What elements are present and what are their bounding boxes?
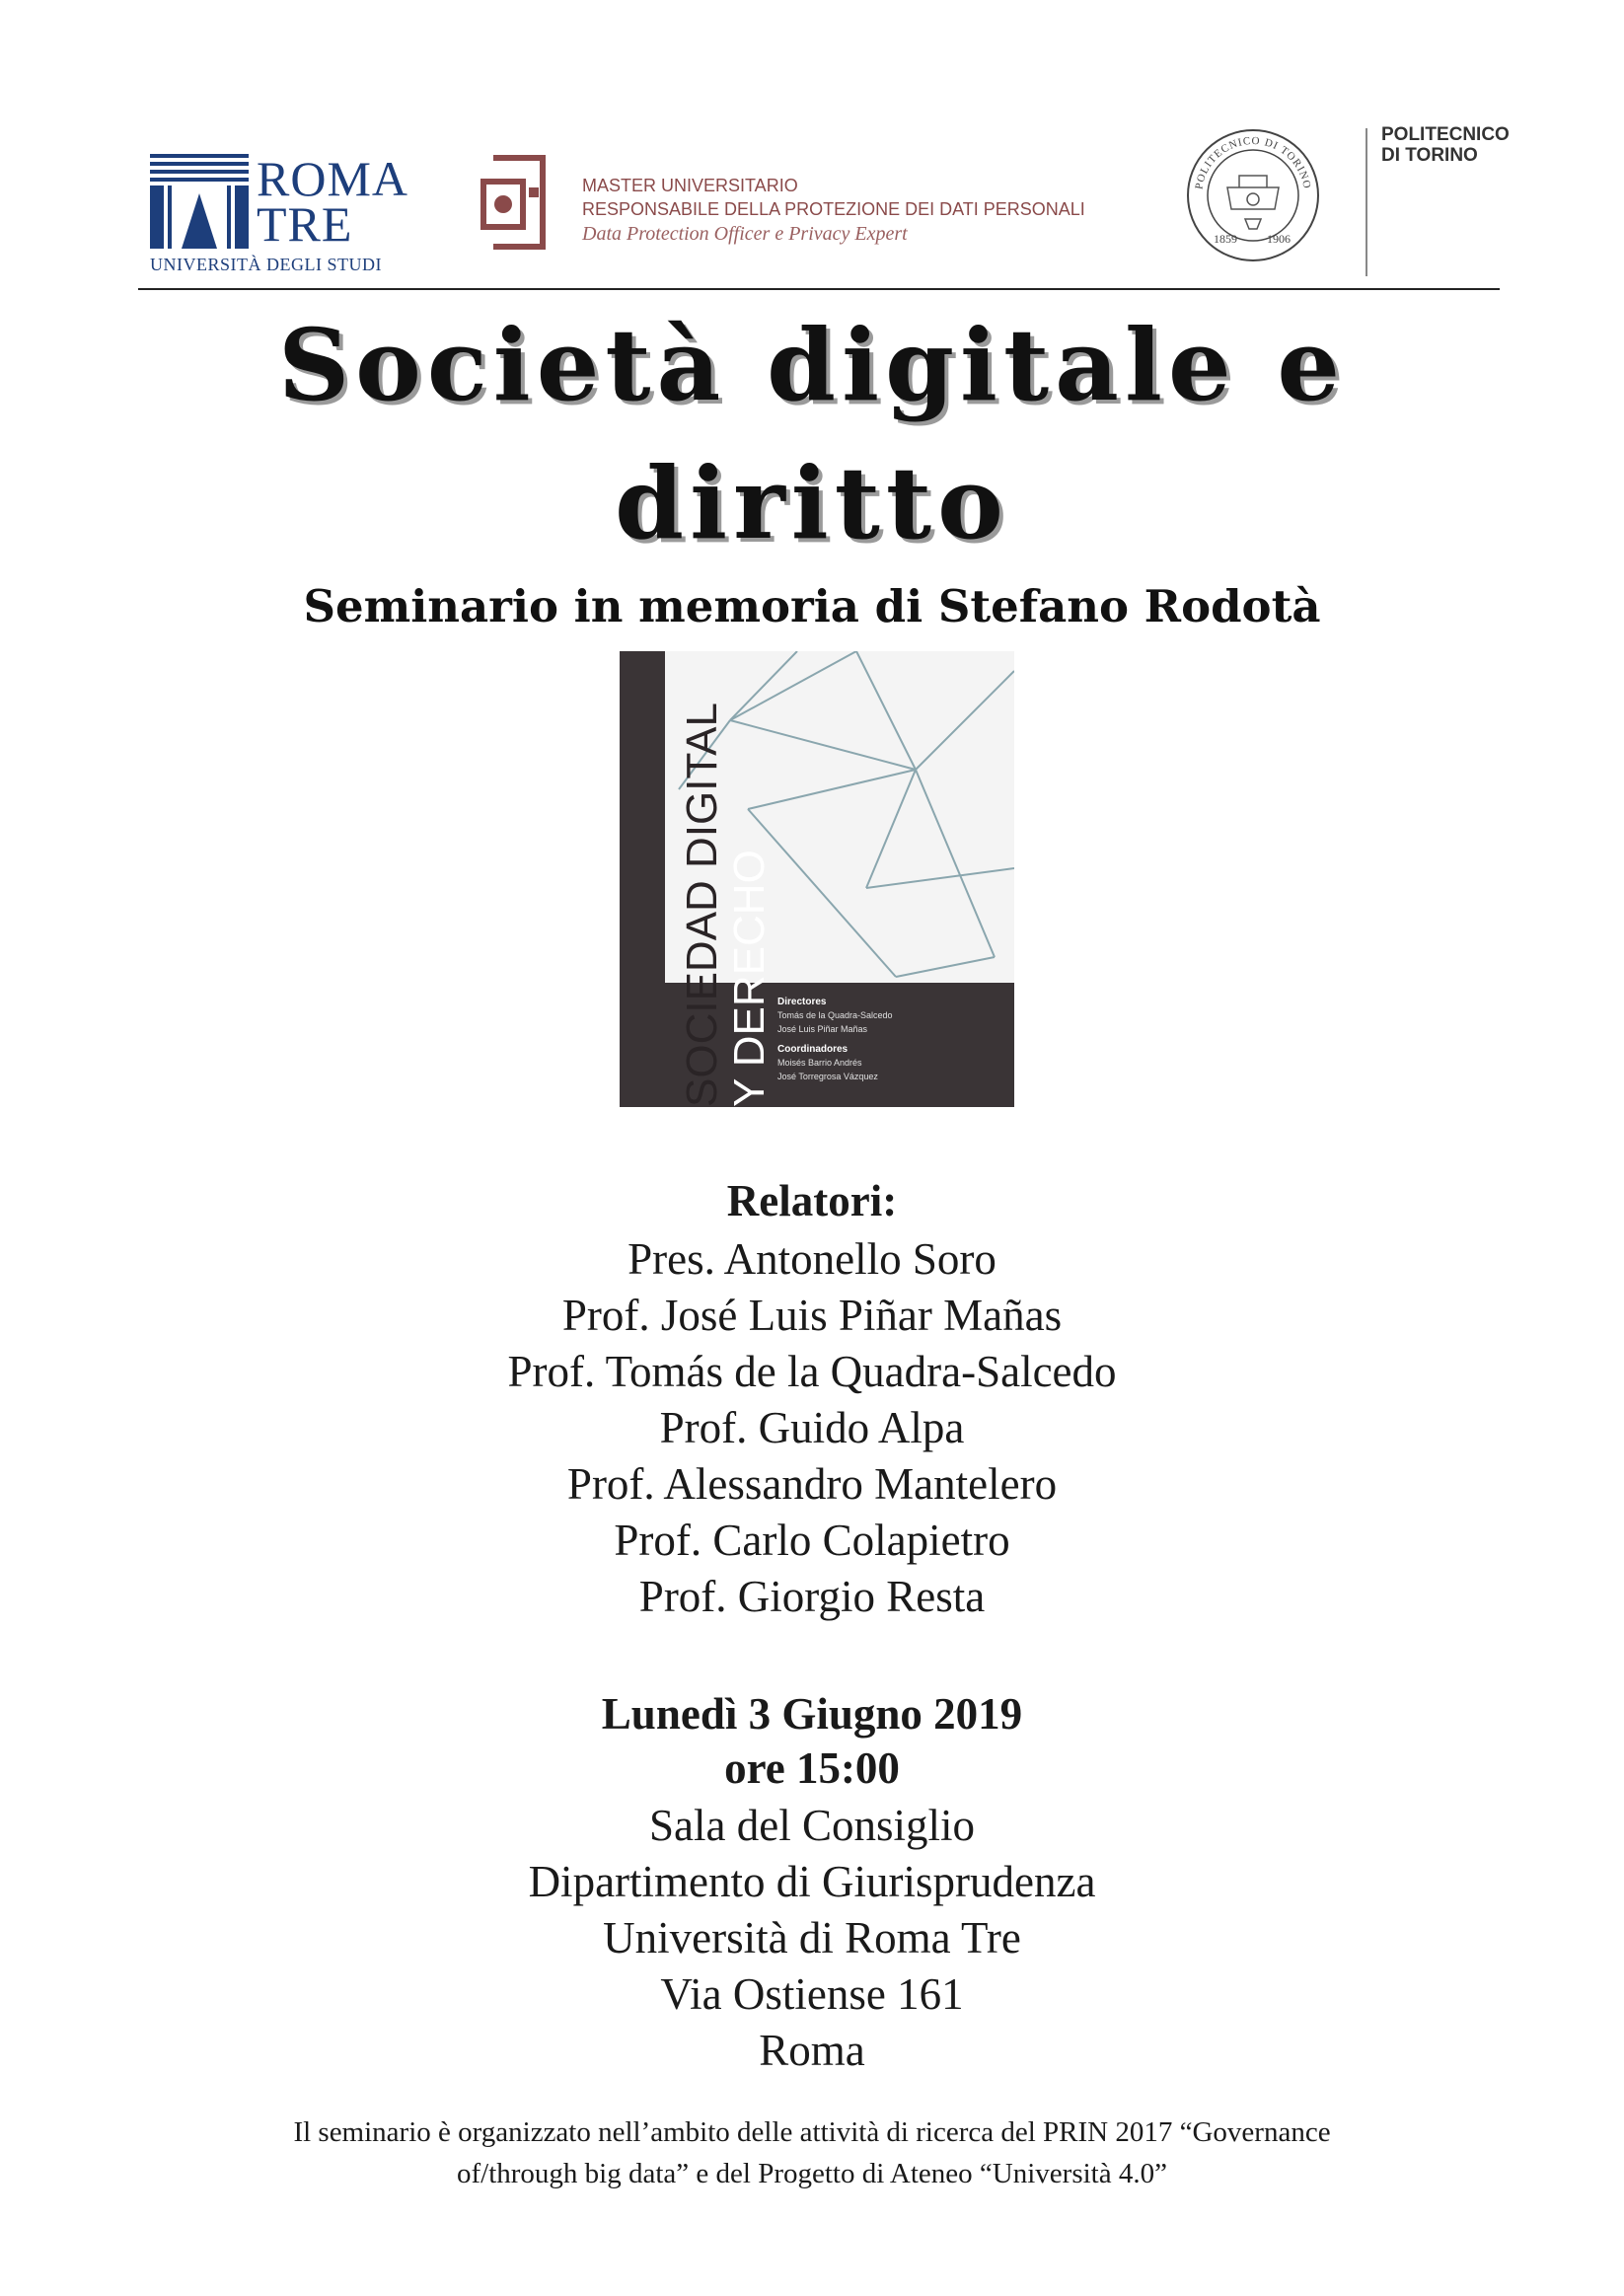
speaker-item: Prof. Giorgio Resta — [638, 1572, 986, 1621]
book-coordinator-1: Moisés Barrio Andrés — [777, 1058, 862, 1068]
polito-name-line-2: DI TORINO — [1381, 145, 1478, 166]
footnote-line-2: of/through big data” e del Progetto di Ateneo “Università 4.0” — [457, 2158, 1167, 2189]
book-director-1: Tomás de la Quadra-Salcedo — [777, 1010, 893, 1020]
polito-name — [1381, 124, 1510, 166]
speaker-item: Prof. Alessandro Mantelero — [566, 1459, 1058, 1509]
header-logos — [138, 118, 1510, 296]
master-logo — [474, 148, 1085, 266]
politecnico-seal-icon — [1184, 126, 1322, 264]
data-protection-icon — [474, 148, 556, 257]
roma-tre-arch-icon — [150, 154, 249, 249]
title-line-2: diritto — [615, 445, 1009, 561]
header-rule — [138, 288, 1500, 290]
venue-line: Università di Roma Tre — [603, 1913, 1021, 1963]
roma-tre-logo — [150, 151, 409, 282]
book-director-2: José Luis Piñar Mañas — [777, 1024, 868, 1034]
master-line-1: MASTER UNIVERSITARIO — [582, 176, 798, 195]
footnote-line-1: Il seminario è organizzato nell’ambito delle attività di ricerca del PRIN 2017 “Governance — [293, 2116, 1331, 2148]
footnote — [109, 2111, 1515, 2194]
polito-divider — [1366, 128, 1367, 276]
subtitle: Seminario in memoria di Stefano Rodotà — [303, 580, 1321, 632]
politecnico-torino-logo — [1184, 118, 1510, 286]
book-cover-image — [620, 651, 1014, 1107]
master-line-2: RESPONSABILE DELLA PROTEZIONE DEI DATI PERSONALI — [582, 199, 1085, 219]
book-coordinator-2: José Torregrosa Vázquez — [777, 1072, 878, 1081]
seal-year-left: 1859 — [1214, 232, 1237, 246]
book-coordinators-label: Coordinadores — [777, 1044, 849, 1055]
venue-line: Dipartimento di Giurisprudenza — [528, 1857, 1096, 1906]
roma-tre-subtitle: UNIVERSITÀ DEGLI STUDI — [150, 255, 382, 274]
venue-line: Roma — [759, 2026, 865, 2075]
title-line-1: Società digitale e — [277, 307, 1347, 423]
polito-name-line-1: POLITECNICO — [1381, 124, 1510, 145]
seal-arc-text: POLITECNICO DI TORINO — [1193, 134, 1313, 190]
event-date: Lunedì 3 Giugno 2019 — [601, 1689, 1023, 1739]
svg-text:POLITECNICO DI TORINO — [1193, 135, 1312, 190]
book-directors-label: Directores — [777, 997, 827, 1007]
venue-list — [0, 1798, 1624, 2079]
book-title-line-2: Y DERECHO — [725, 850, 774, 1107]
speaker-item: Prof. Guido Alpa — [659, 1403, 965, 1452]
roma-tre-word-tre: TRE — [257, 196, 353, 252]
seal-year-right: 1906 — [1267, 232, 1291, 246]
roma-tre-word-roma: ROMA — [257, 151, 409, 206]
speakers-list — [0, 1231, 1624, 1625]
relatori-heading: Relatori: — [726, 1176, 898, 1225]
event-time: ore 15:00 — [724, 1743, 900, 1793]
speaker-item: Prof. Carlo Colapietro — [614, 1516, 1010, 1565]
master-line-3: Data Protection Officer e Privacy Expert — [582, 223, 908, 245]
book-title-line-1: SOCIEDAD DIGITAL — [678, 703, 726, 1107]
speaker-item: Pres. Antonello Soro — [627, 1234, 997, 1284]
venue-line: Via Ostiense 161 — [660, 1969, 964, 2019]
speaker-item: Prof. José Luis Piñar Mañas — [561, 1291, 1063, 1340]
venue-line: Sala del Consiglio — [649, 1801, 975, 1850]
master-text — [582, 174, 1085, 247]
speaker-item: Prof. Tomás de la Quadra-Salcedo — [507, 1347, 1117, 1396]
